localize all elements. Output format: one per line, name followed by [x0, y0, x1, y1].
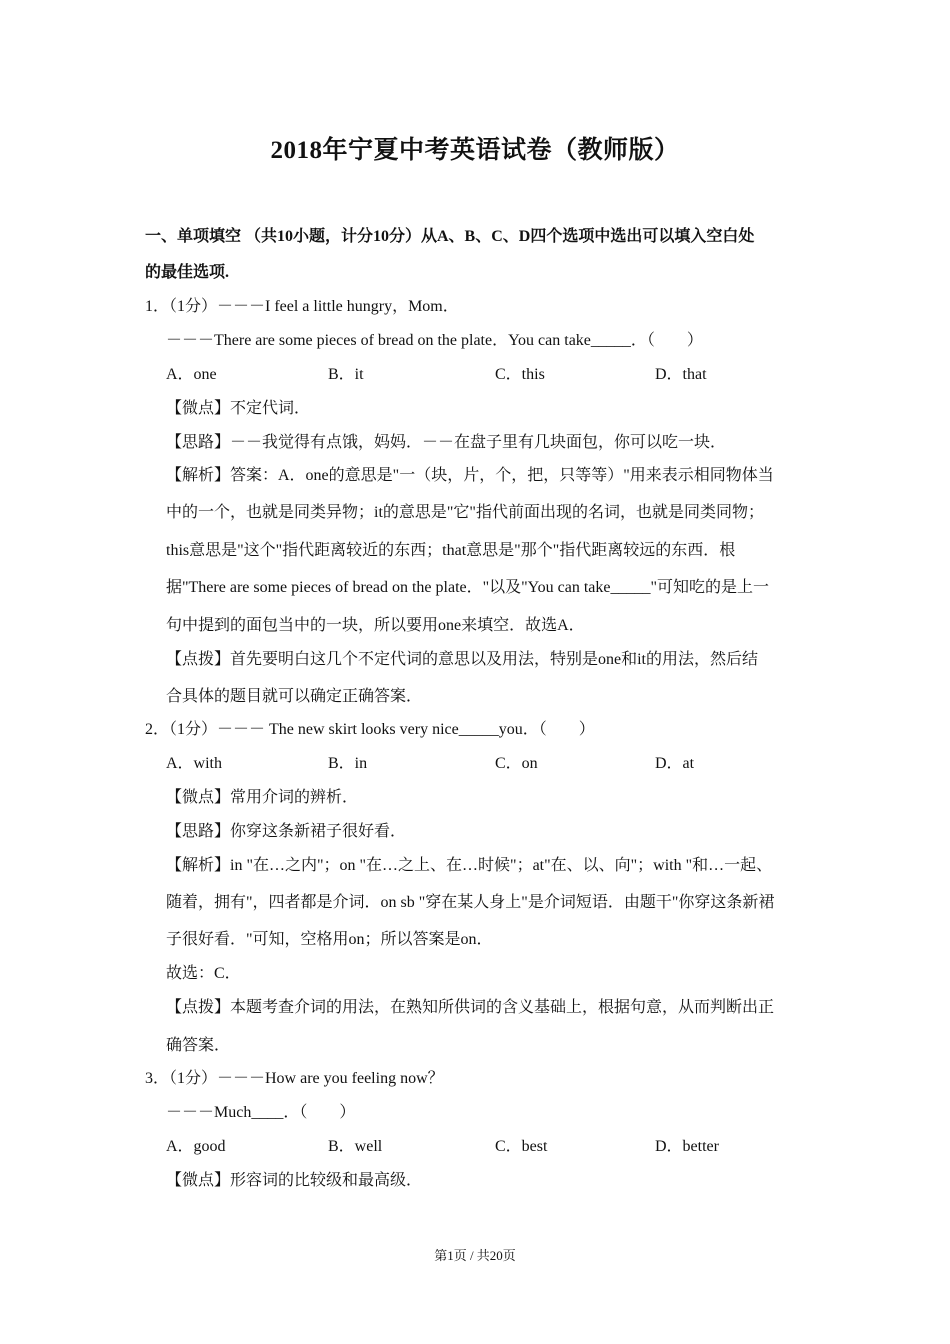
q1-weidian: 【微点】不定代词． — [166, 400, 311, 417]
q2-option-a: A．with — [166, 755, 223, 772]
q1-option-b: B．it — [328, 366, 364, 383]
q1-jiexi-line: this意思是"这个"指代距离较近的东西；that意思是"那个"指代距离较远的东西．根 — [166, 542, 736, 559]
q1-option-d: D．that — [655, 366, 707, 383]
q2-dianbo-line: 确答案． — [166, 1037, 231, 1054]
q2-answer: 故选：C． — [166, 965, 241, 982]
q2-dianbo-line: 【点拨】本题考查介词的用法，在熟知所供词的含义基础上，根据句意，从而判断出正 — [166, 999, 775, 1016]
q2-weidian: 【微点】常用介词的辨析． — [166, 789, 359, 806]
q1-option-a: A．one — [166, 366, 217, 383]
q1-stem: 1．（1分）－－－I feel a little hungry，Mom． — [145, 298, 459, 315]
q1-stem-reply: －－－There are some pieces of bread on the plate．You can take_____．（ ） — [166, 332, 703, 349]
q1-jiexi-line: 句中提到的面包当中的一块，所以要用one来填空．故选A． — [166, 617, 585, 634]
q1-jiexi-line: 【解析】答案：A．one的意思是"一（块，片，个，把，只等等）"用来表示相同物体当 — [166, 467, 774, 484]
q3-weidian: 【微点】形容词的比较级和最高级． — [166, 1172, 423, 1189]
q1-jiexi-line: 据"There are some pieces of bread on the plate．"以及"You can take_____"可知吃的是上一 — [166, 579, 770, 596]
q1-option-c: C．this — [495, 366, 545, 383]
q2-option-b: B．in — [328, 755, 368, 772]
q3-option-b: B．well — [328, 1138, 383, 1155]
q2-jiexi-line: 随着，拥有"，四者都是介词．on sb "穿在某人身上"是介词短语．由题干"你穿这条新裙 — [166, 894, 775, 911]
q3-option-c: C．best — [495, 1138, 548, 1155]
q3-stem-reply: －－－Much____．（ ） — [166, 1104, 356, 1121]
q1-dianbo-line: 合具体的题目就可以确定正确答案． — [166, 688, 423, 705]
q3-option-a: A．good — [166, 1138, 226, 1155]
q2-stem: 2．（1分）－－－ The new skirt looks very nice_____you．（ ） — [145, 721, 595, 738]
page-footer: 第1页 / 共20页 — [434, 1248, 516, 1263]
q1-jiexi-line: 中的一个，也就是同类异物；it的意思是"它"指代前面出现的名词，也就是同类同物； — [166, 504, 764, 521]
q2-jiexi-line: 【解析】in "在…之内"；on "在…之上、在…时候"；at"在、以、向"；with "和…一起、 — [166, 857, 773, 874]
q3-option-d: D．better — [655, 1138, 719, 1155]
page-title: 2018年宁夏中考英语试卷（教师版） — [270, 137, 680, 164]
q2-silu: 【思路】你穿这条新裙子很好看． — [166, 823, 407, 840]
section-heading: 一、单项填空 （共10小题，计分10分）从A、B、C、D四个选项中选出可以填入空白处 — [145, 228, 755, 245]
q2-option-d: D．at — [655, 755, 695, 772]
q2-jiexi-line: 子很好看．"可知，空格用on；所以答案是on． — [166, 931, 493, 948]
section-heading-cont: 的最佳选项. — [145, 264, 230, 281]
q2-option-c: C．on — [495, 755, 538, 772]
q1-silu: 【思路】－－我觉得有点饿，妈妈．－－在盘子里有几块面包，你可以吃一块． — [166, 434, 727, 451]
q1-dianbo-line: 【点拨】首先要明白这几个不定代词的意思以及用法，特别是one和it的用法，然后结 — [166, 651, 758, 668]
q3-stem: 3．（1分）－－－How are you feeling now？ — [145, 1070, 444, 1087]
